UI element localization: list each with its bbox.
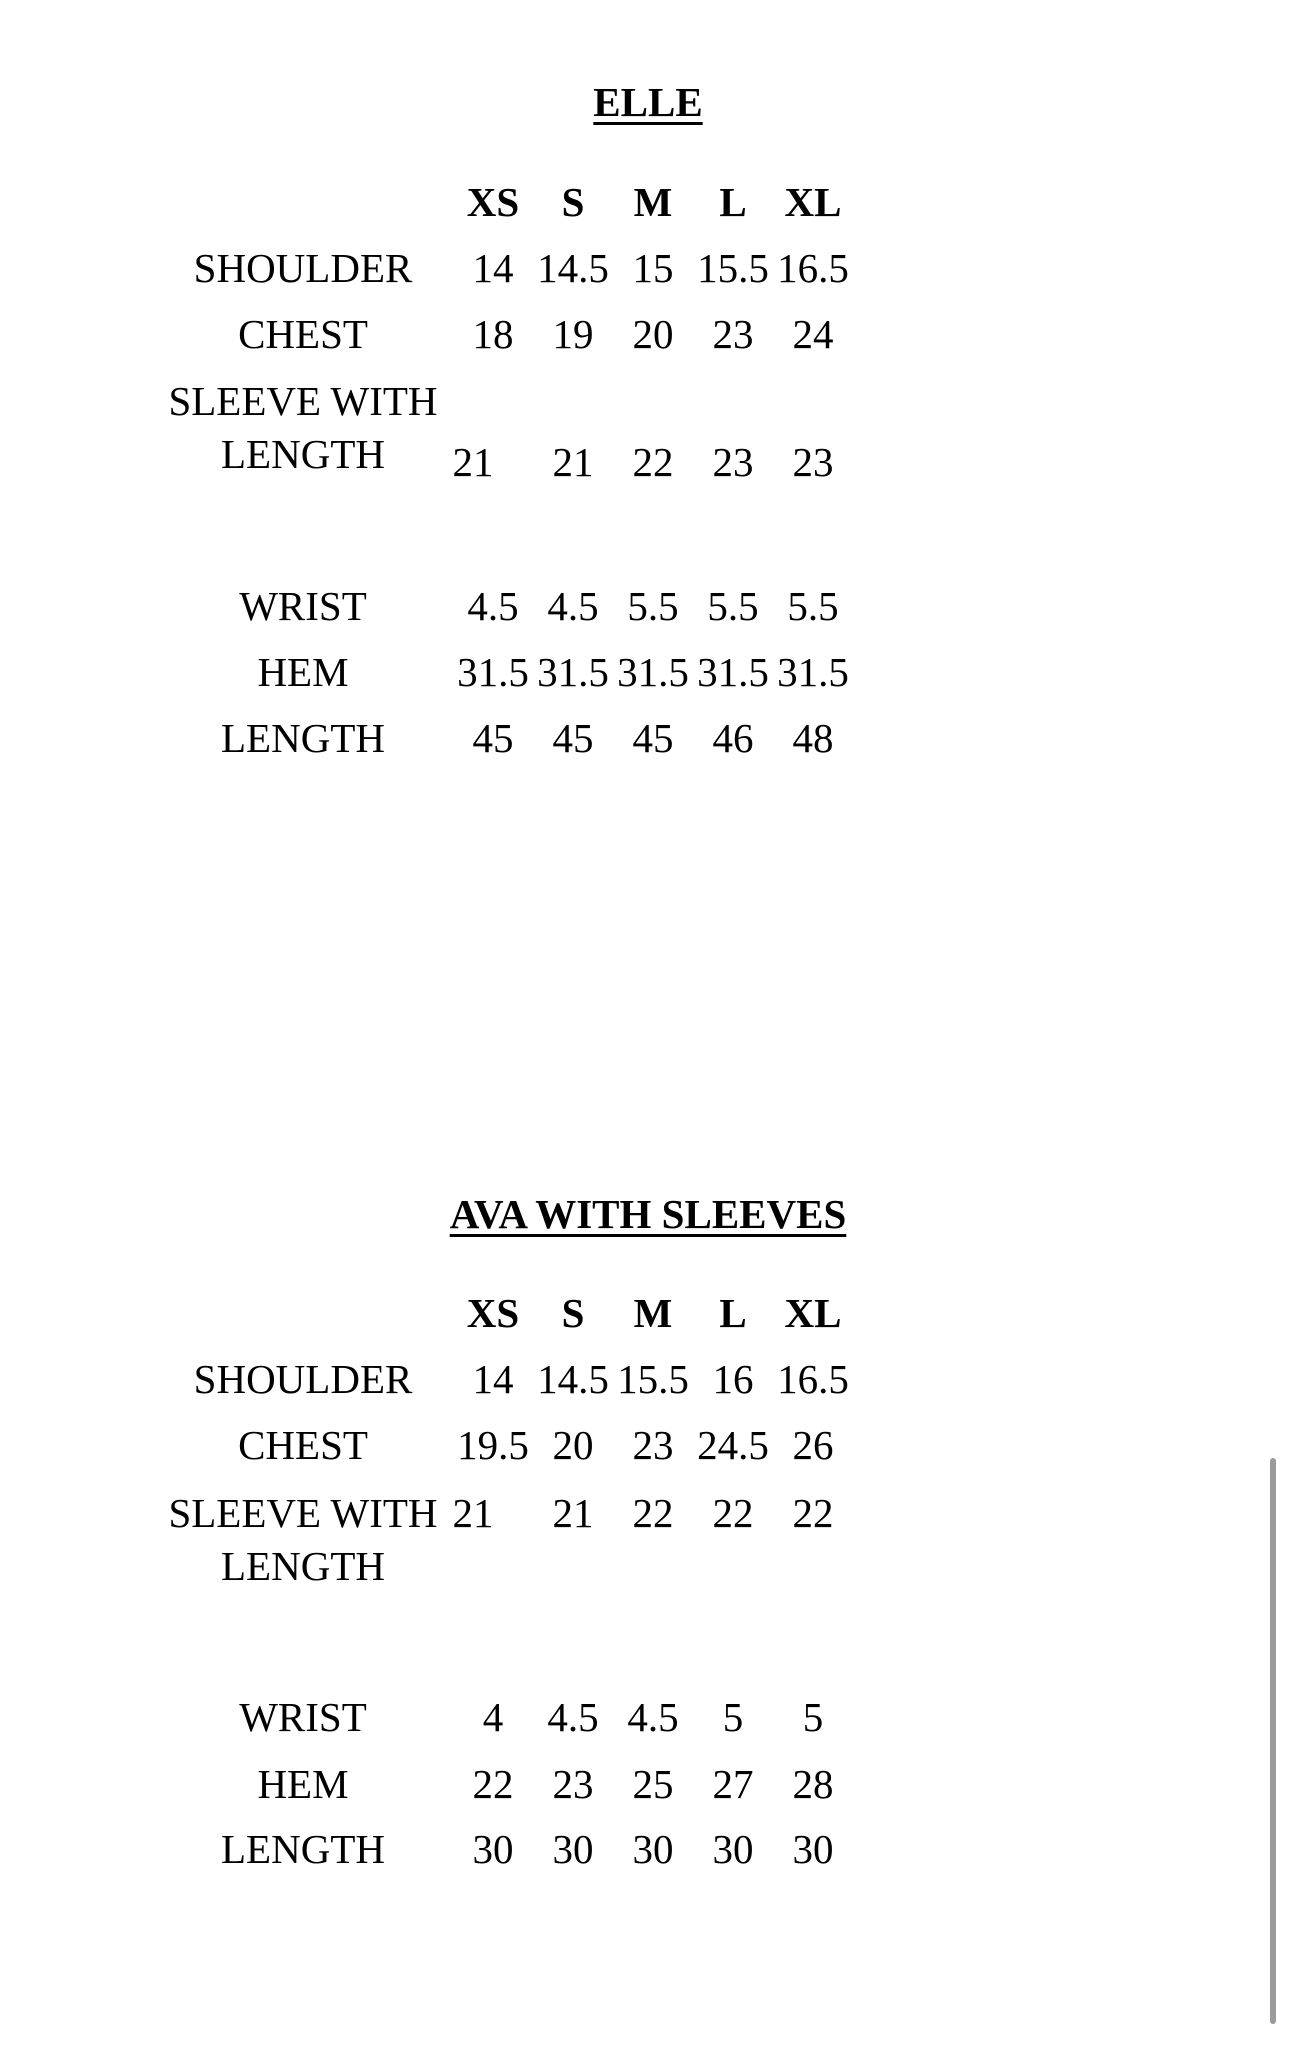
measurement-value: 24 — [792, 311, 834, 357]
measurement-value: 45 — [552, 715, 594, 761]
measurement-value: 14.5 — [537, 1356, 609, 1402]
measurement-label: LENGTH — [221, 1826, 385, 1872]
measurement-value: 4 — [482, 1694, 504, 1740]
measurement-value: 46 — [712, 715, 754, 761]
measurement-label: SLEEVE WITH LENGTH — [168, 1490, 438, 1589]
measurement-value: 14 — [472, 1356, 514, 1402]
measurement-value: 4.5 — [547, 1694, 599, 1740]
measurement-value: 5 — [802, 1694, 824, 1740]
measurement-value: 22 — [792, 1490, 834, 1536]
measurement-value: 26 — [792, 1422, 834, 1468]
measurement-label: SHOULDER — [193, 245, 413, 291]
measurement-value: 28 — [792, 1761, 834, 1807]
measurement-value: 16.5 — [777, 245, 849, 291]
measurement-value: 18 — [472, 311, 514, 357]
size-header: S — [561, 179, 585, 225]
size-header: M — [633, 179, 673, 225]
measurement-value: 30 — [552, 1826, 594, 1872]
size-header: XL — [784, 1290, 842, 1336]
measurement-value: 16 — [712, 1356, 754, 1402]
measurement-value: 23 — [792, 439, 834, 485]
measurement-value: 4.5 — [547, 583, 599, 629]
size-header: XS — [466, 179, 520, 225]
measurement-value: 22 — [472, 1761, 514, 1807]
measurement-value: 5.5 — [787, 583, 839, 629]
measurement-value: 23 — [632, 1422, 674, 1468]
measurement-value: 30 — [792, 1826, 834, 1872]
measurement-label: HEM — [257, 649, 349, 695]
measurement-value: 19 — [552, 311, 594, 357]
measurement-value: 23 — [712, 311, 754, 357]
measurement-value: 22 — [632, 1490, 674, 1536]
size-header: XS — [466, 1290, 520, 1336]
measurement-value: 5 — [722, 1694, 744, 1740]
measurement-value: 45 — [632, 715, 674, 761]
measurement-value: 16.5 — [777, 1356, 849, 1402]
measurement-value: 23 — [712, 439, 754, 485]
measurement-label: LENGTH — [221, 715, 385, 761]
measurement-value: 31.5 — [457, 649, 529, 695]
measurement-value: 4.5 — [467, 583, 519, 629]
measurement-label: CHEST — [238, 1422, 368, 1468]
measurement-label: CHEST — [238, 311, 368, 357]
measurement-value: 27 — [712, 1761, 754, 1807]
measurement-value: 31.5 — [697, 649, 769, 695]
measurement-label: WRIST — [239, 1694, 367, 1740]
measurement-value: 24.5 — [697, 1422, 769, 1468]
measurement-value: 14 — [472, 245, 514, 291]
measurement-value: 22 — [632, 439, 674, 485]
measurement-label: SHOULDER — [193, 1356, 413, 1402]
size-header: L — [719, 1290, 747, 1336]
measurement-value: 15.5 — [617, 1356, 689, 1402]
measurement-value: 30 — [632, 1826, 674, 1872]
measurement-label: SLEEVE WITH LENGTH — [168, 378, 438, 477]
measurement-value: 25 — [632, 1761, 674, 1807]
measurement-value: 5.5 — [627, 583, 679, 629]
vertical-scrollbar[interactable] — [1270, 1458, 1276, 2024]
measurement-value: 21 — [552, 1490, 594, 1536]
measurement-value: 45 — [472, 715, 514, 761]
measurement-value: 15.5 — [697, 245, 769, 291]
section-title: ELLE — [593, 79, 703, 125]
measurement-value: 4.5 — [627, 1694, 679, 1740]
measurement-value: 21 — [452, 439, 494, 485]
measurement-value: 21 — [452, 1490, 494, 1536]
measurement-value: 31.5 — [777, 649, 849, 695]
size-header: XL — [784, 179, 842, 225]
measurement-value: 19.5 — [457, 1422, 529, 1468]
measurement-value: 20 — [632, 311, 674, 357]
measurement-value: 22 — [712, 1490, 754, 1536]
measurement-value: 23 — [552, 1761, 594, 1807]
measurement-value: 21 — [552, 439, 594, 485]
measurement-value: 5.5 — [707, 583, 759, 629]
measurement-value: 30 — [472, 1826, 514, 1872]
size-header: S — [561, 1290, 585, 1336]
measurement-value: 15 — [632, 245, 674, 291]
measurement-value: 14.5 — [537, 245, 609, 291]
measurement-value: 31.5 — [617, 649, 689, 695]
measurement-value: 20 — [552, 1422, 594, 1468]
size-header: L — [719, 179, 747, 225]
measurement-value: 30 — [712, 1826, 754, 1872]
section-title: AVA WITH SLEEVES — [449, 1191, 847, 1237]
measurement-label: WRIST — [239, 583, 367, 629]
measurement-value: 31.5 — [537, 649, 609, 695]
measurement-label: HEM — [257, 1761, 349, 1807]
size-header: M — [633, 1290, 673, 1336]
measurement-value: 48 — [792, 715, 834, 761]
